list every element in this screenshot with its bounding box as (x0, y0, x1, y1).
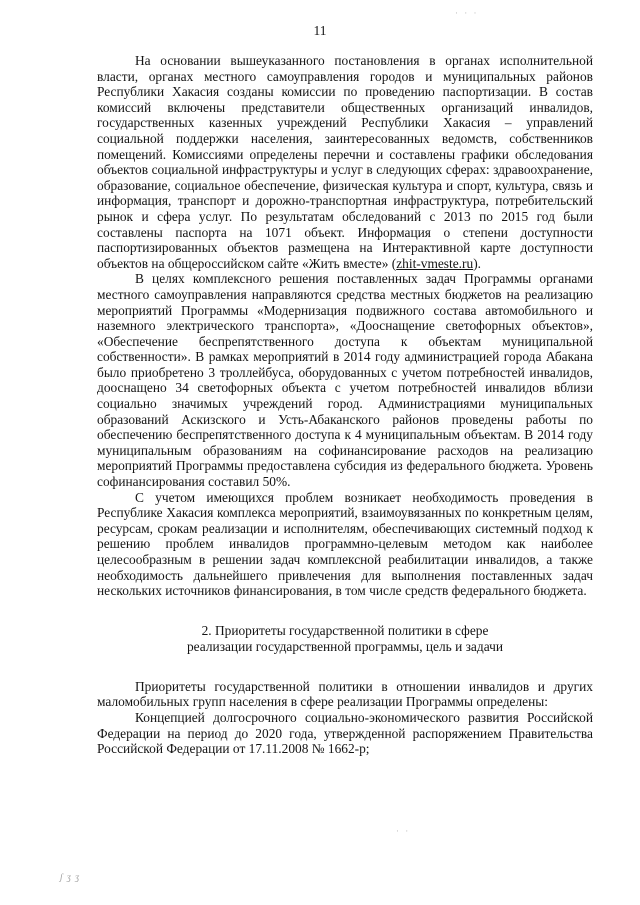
document-body (97, 53, 593, 757)
section-heading (97, 623, 593, 655)
scan-artifact: · · · (455, 8, 479, 18)
paragraph-concept: Концепцией долгосрочного социально-экономического развития Российской Федерации на период до 2020 года, утвержденной распоряжением Правительства Российской Федерации от 17.11.2008 № 1662-р; (97, 709, 593, 757)
section-heading-line-1: 2. Приоритеты государственной политики в сфере (201, 622, 489, 638)
page-number: 11 (313, 23, 327, 38)
paragraph-priorities: Приоритеты государственной политики в отношении инвалидов и других маломобильных групп населения в сфере реализации Программы определены: (97, 678, 593, 710)
zhit-vmeste-link[interactable]: zhit-vmeste.ru (396, 255, 474, 271)
scan-artifact: · · (396, 826, 411, 836)
paragraph-text: На основании вышеуказанного постановления в органах исполнительной власти, органах местного самоуправления городов и муниципальных районов Республики Хакасия созданы комиссии по проведению паспортизации. В состав комиссий включены представители общественных организаций инвалидов, государственных казенных учреждений Республики Хакасия – управлений социальной поддержки населения, заинтересованных ведомств, собственников помещений. Комиссиями определены перечни и составлены графики обследования объектов социальной инфраструктуры и услуг в следующих сферах: здравоохранение, образование, социальное обеспечение, физическая культура и спорт, культура, связь и информация, транспорт и дорожно-транспортная инфраструктура, потребительский рынок и сфера услуг. По результатам обследований с 2013 по 2015 год были составлены паспорта на 1071 объект. Информация о степени доступности паспортизированных объектов размещена на Интерактивной карте доступности объектов на общероссийском сайте «Жить вместе» ( (97, 53, 593, 271)
paragraph-passportization (97, 53, 593, 271)
section-heading-line-2: реализации государственной программы, цель и задачи (186, 638, 503, 654)
scan-stamp-mark: ʃ ʒ ʒ (60, 872, 81, 882)
paragraph-problems: С учетом имеющихся проблем возникает необходимость проведения в Республике Хакасия комплекса мероприятий, взаимоувязанных по конкретным целям, ресурсам, срокам реализации и исполнителям, обеспечивающих системный подход к решению проблем инвалидов программно-целевым методом как наиболее целесообразным в решении задач комплексной реабилитации инвалидов, а также необходимость дальнейшего привлечения для выполнения поставленных задач нескольких источников финансирования, в том числе средств федерального бюджета. (97, 489, 593, 599)
paragraph-municipal-measures: В целях комплексного решения поставленных задач Программы органами местного самоуправления направляются средства местных бюджетов на реализацию мероприятий Программы «Модернизация подвижного состава автомобильного и наземного электрического транспорта», «Дооснащение светофорных объектов», «Обеспечение беспрепятственного доступа к объектам муниципальной собственности». В рамках мероприятий в 2014 году администрацией города Абакана было приобретено 3 троллейбуса, оборудованных с учетом потребностей инвалидов, дооснащено 34 светофорных объекта с учетом потребностей инвалидов вблизи социально значимых учреждений город. Администрациями муниципальных образований Аскизского и Усть-Абаканского районов проведены работы по обеспечению беспрепятственного доступа к 4 муниципальным объектам. В 2014 году муниципальным образованиям на софинансирование расходов на реализацию мероприятий Программы предоставлена субсидия из федерального бюджета. Уровень софинансирования составил 50%. (97, 271, 593, 490)
paragraph-text-end: ). (473, 255, 482, 271)
